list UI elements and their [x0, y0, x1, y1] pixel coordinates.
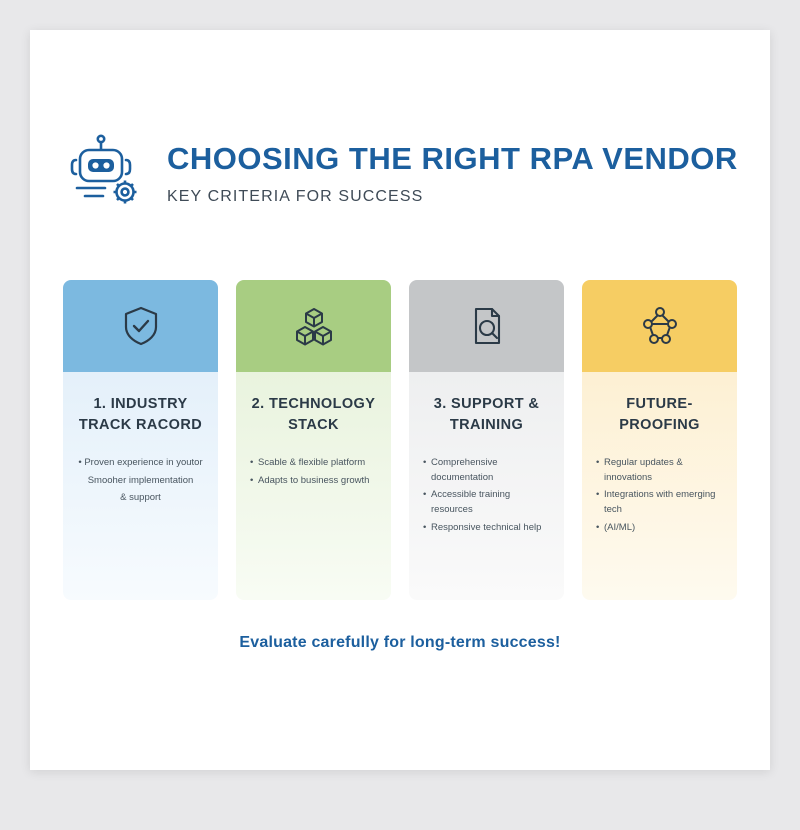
network-nodes-icon [637, 303, 683, 349]
card-title-1: 1. INDUSTRY TRACK RACORD [78, 396, 203, 434]
card-header-2 [236, 280, 391, 372]
card-body-1 [63, 372, 218, 600]
criteria-card-industry-track-record[interactable] [63, 280, 218, 600]
card-title-3: 3. SUPPORT & TRAINING [433, 396, 540, 434]
blocks-stack-icon [291, 303, 337, 349]
card-header-3 [409, 280, 564, 372]
card-body-3 [409, 372, 564, 600]
criteria-cards [30, 280, 770, 600]
criteria-card-technology-stack[interactable] [236, 280, 391, 600]
document-search-icon [464, 303, 510, 349]
criteria-card-future-proofing[interactable] [582, 280, 737, 600]
list-item: & support [120, 492, 161, 504]
card-title-2: 2. TECHNOLOGY STACK [251, 396, 376, 434]
list-item: Smooher implementation [87, 474, 194, 486]
list-item: • (AI/ML) [596, 521, 723, 536]
shield-check-icon [118, 303, 164, 349]
infographic-canvas [30, 30, 770, 770]
robot-gear-icon [65, 130, 153, 218]
card-title-4: FUTURE-PROOFING [619, 396, 700, 434]
criteria-card-support-training[interactable] [409, 280, 564, 600]
card-bullets-3 [423, 456, 550, 539]
list-item: • Regular updates & innovations [596, 456, 723, 485]
card-bullets-2 [250, 456, 377, 491]
card-header-4 [582, 280, 737, 372]
list-item: • Proven experience in youtor [77, 456, 204, 471]
page-title: CHOOSING THE RIGHT RPA VENDOR [167, 140, 738, 176]
header [30, 30, 770, 218]
list-item: • Scable & flexible platform [250, 456, 377, 471]
footer-callout: Evaluate carefully for long-term success! [239, 634, 561, 651]
list-item: • Responsive technical help [423, 521, 550, 536]
card-header-1 [63, 280, 218, 372]
card-body-2 [236, 372, 391, 600]
list-item: • Adapts to business growth [250, 474, 377, 489]
page-subtitle: KEY CRITERIA FOR SUCCESS [167, 188, 424, 206]
card-body-4 [582, 372, 737, 600]
card-bullets-4 [596, 456, 723, 539]
list-item: • Integrations with emerging tech [596, 488, 723, 517]
list-item: • Comprehensive documentation [423, 456, 550, 485]
list-item: • Accessible training resources [423, 488, 550, 517]
header-text [167, 142, 738, 206]
card-bullets-1 [77, 456, 204, 509]
